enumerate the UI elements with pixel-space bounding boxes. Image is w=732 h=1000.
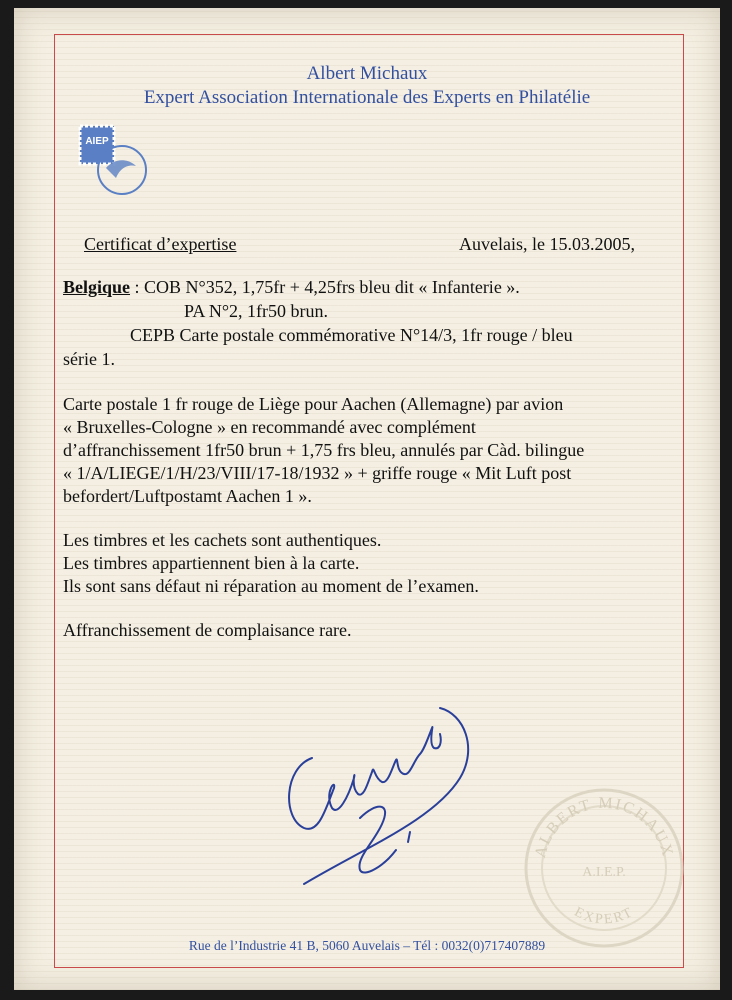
finding-line: Les timbres et les cachets sont authentiques. xyxy=(63,530,382,550)
finding-line: Ils sont sans défaut ni réparation au moment de l’examen. xyxy=(63,576,479,596)
conclusion-note: Affranchissement de complaisance rare. xyxy=(63,620,352,640)
footer-address: Rue de l’Industrie 41 B, 5060 Auvelais – Tél : 0032(0)717407889 xyxy=(188,938,546,953)
country-label: Belgique xyxy=(63,277,131,297)
embossed-seal-icon xyxy=(514,778,694,958)
place-date: Auvelais, le 15.03.2005, xyxy=(459,234,635,254)
item-line-1 xyxy=(63,275,520,299)
item-line-1-text: : COB N°352, 1,75fr + 4,25frs bleu dit « Infanterie ». xyxy=(130,277,520,297)
signature-icon xyxy=(264,698,494,898)
finding-line: Les timbres appartiennent bien à la carte. xyxy=(63,553,360,573)
association-title: Expert Association Internationale des Experts en Philatélie xyxy=(143,87,591,108)
item-line-4: série 1. xyxy=(63,349,115,369)
description-line: « 1/A/LIEGE/1/H/23/VIII/17-18/1932 » + griffe rouge « Mit Luft post xyxy=(63,463,572,483)
expert-name: Albert Michaux xyxy=(306,63,428,84)
description-line: befordert/Luftpostamt Aachen 1 ». xyxy=(63,486,312,506)
item-line-3: CEPB Carte postale commémorative N°14/3, 1fr rouge / bleu xyxy=(130,325,573,345)
aiep-logo-icon xyxy=(76,120,156,200)
svg-text:AIEP: AIEP xyxy=(85,136,109,147)
certificate-page xyxy=(14,8,720,990)
description-line: Carte postale 1 fr rouge de Liège pour Aachen (Allemagne) par avion xyxy=(63,394,564,414)
certificate-heading: Certificat d’expertise xyxy=(84,234,237,254)
description-line: d’affranchissement 1fr50 brun + 1,75 frs bleu, annulés par Càd. bilingue xyxy=(63,440,585,460)
description-line: « Bruxelles-Cologne » en recommandé avec complément xyxy=(63,417,476,437)
item-line-2: PA N°2, 1fr50 brun. xyxy=(184,301,329,321)
svg-text:ALBERT MICHAUX: ALBERT MICHAUX xyxy=(531,794,677,860)
svg-text:A.I.E.P.: A.I.E.P. xyxy=(582,865,626,880)
svg-text:EXPERT: EXPERT xyxy=(571,904,637,928)
